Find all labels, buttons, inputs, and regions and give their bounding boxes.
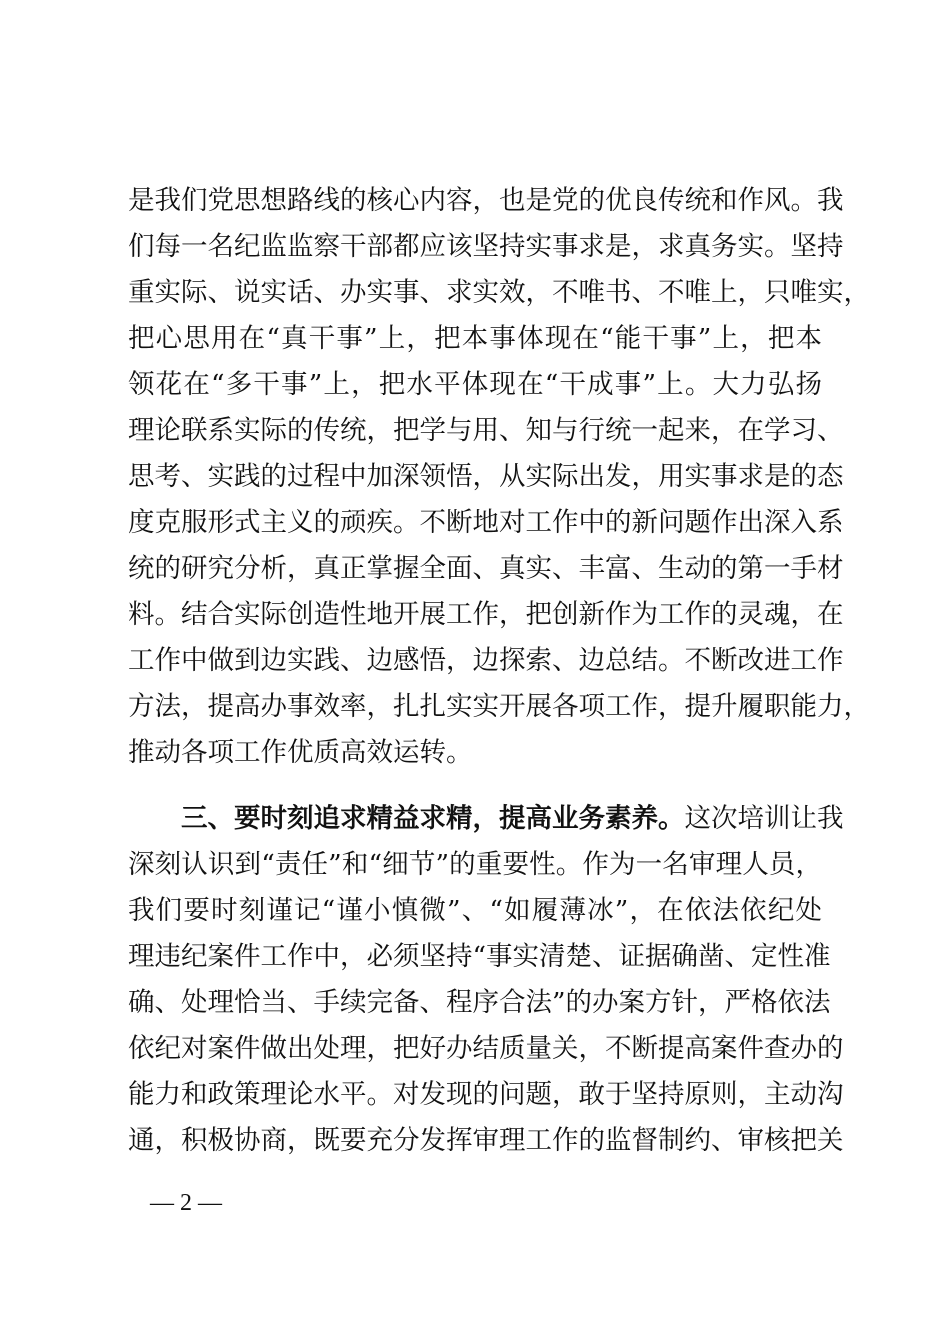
paragraph-line: 领花在“多干事”上，把水平体现在“干成事”上。大力弘扬 — [128, 369, 822, 400]
paragraph-line: 能力和政策理论水平。对发现的问题，敢于坚持原则，主动沟 — [128, 1079, 844, 1110]
paragraph-line: 我们要时刻谨记“谨小慎微”、“如履薄冰”，在依法依纪处 — [128, 895, 822, 926]
paragraph-line: 深刻认识到“责任”和“细节”的重要性。作为一名审理人员， — [128, 849, 822, 880]
paragraph-line: 理违纪案件工作中，必须坚持“事实清楚、证据确凿、定性准 — [128, 941, 831, 972]
paragraph-1 — [128, 178, 870, 776]
paragraph-line: 统的研究分析，真正掌握全面、真实、丰富、生动的第一手材 — [128, 553, 844, 584]
paragraph-line: 依纪对案件做出处理，把好办结质量关，不断提高案件查办的 — [128, 1033, 844, 1064]
paragraph-line: 工作中做到边实践、边感悟，边探索、边总结。不断改进工作 — [128, 645, 844, 676]
paragraph-line: 通，积极协商，既要充分发挥审理工作的监督制约、审核把关 — [128, 1125, 844, 1156]
paragraph-line: 思考、实践的过程中加深领悟，从实际出发，用实事求是的态 — [128, 461, 844, 492]
heading-continuation: 这次培训让我 — [684, 803, 844, 834]
body-text — [128, 178, 870, 1164]
paragraph-gap — [128, 776, 822, 796]
section-heading: 三、要时刻追求精益求精，提高业务素养。 — [181, 803, 685, 834]
paragraph-line: 料。结合实际创造性地开展工作，把创新作为工作的灵魂，在 — [128, 599, 844, 630]
paragraph-line: 重实际、说实话、办实事、求实效，不唯书、不唯上，只唯实， — [128, 277, 870, 308]
paragraph-line: 度克服形式主义的顽疾。不断地对工作中的新问题作出深入系 — [128, 507, 844, 538]
paragraph-line: 方法，提高办事效率，扎扎实实开展各项工作，提升履职能力， — [128, 691, 870, 722]
paragraph-line: 们每一名纪监监察干部都应该坚持实事求是，求真务实。坚持 — [128, 231, 844, 262]
paragraph-line: 确、处理恰当、手续完备、程序合法”的办案方针，严格依法 — [128, 987, 831, 1018]
paragraph-line: 推动各项工作优质高效运转。 — [128, 737, 473, 768]
paragraph-line: 理论联系实际的传统，把学与用、知与行统一起来，在学习、 — [128, 415, 844, 446]
paragraph-first-line — [128, 796, 844, 842]
paragraph-line: 是我们党思想路线的核心内容，也是党的优良传统和作风。我 — [128, 185, 844, 216]
paragraph-line: 把心思用在“真干事”上，把本事体现在“能干事”上，把本 — [128, 323, 822, 354]
paragraph-2 — [128, 796, 844, 1164]
page-number: — 2 — — [150, 1190, 222, 1216]
